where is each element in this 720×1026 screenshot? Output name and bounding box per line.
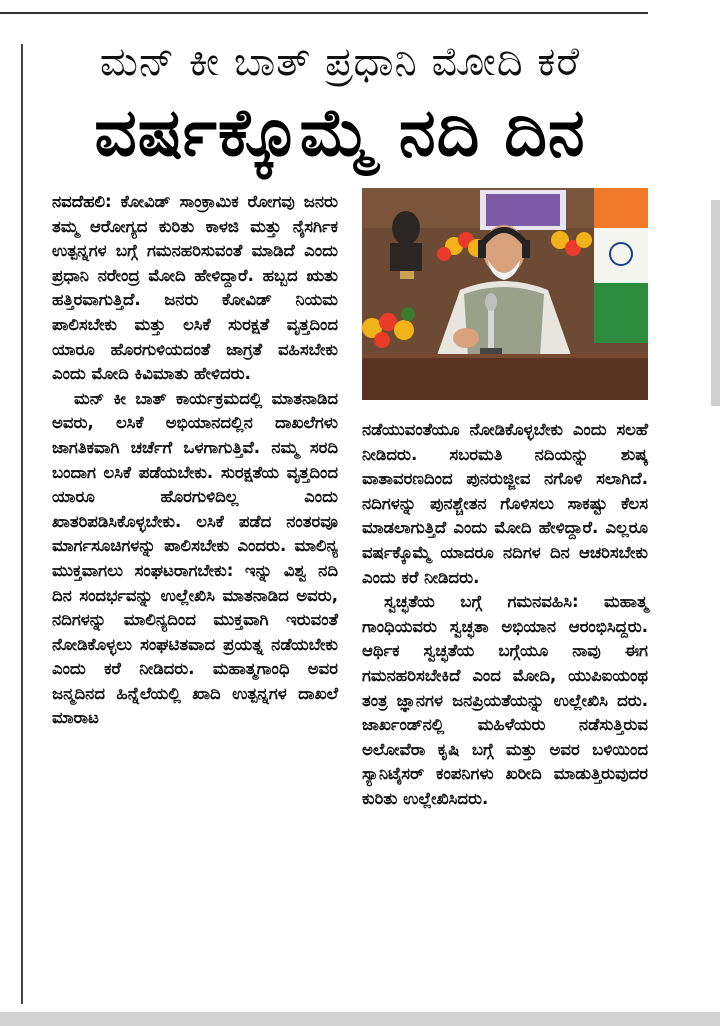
article-kicker: ಮನ್ ಕೀ ಬಾತ್ ಪ್ರಧಾನಿ ಮೋದಿ ಕರೆ <box>99 39 581 85</box>
paragraph-intro-text: ಕೋವಿಡ್ ಸಾಂಕ್ರಾಮಿಕ ರೋಗವು ಜನರು ತಮ್ಮ ಆರೋಗ್ಯದ ಕುರಿತು ಕಾಳಜಿ ಮತ್ತು ನೈಸರ್ಗಿಕ ಉತ್ಪನ್ನಗಳ ಬಗ್ಗೆ ಗಮನಹರಿಸುವಂತೆ ಮಾಡಿದೆ ಎಂದು ಪ್ರಧಾನಿ ನರೇಂದ್ರ ಮೋದಿ ಹೇಳಿದ್ದಾರೆ. ಹಬ್ಬದ ಋತು ಹತ್ತಿರವಾಗುತ್ತಿದೆ. ಜನರು ಕೋವಿಡ್ ನಿಯಮ ಪಾಲಿಸಬೇಕು ಮತ್ತು ಲಸಿಕೆ ಸುರಕ್ಷತೆ ವೃತ್ತದಿಂದ ಯಾರೂ ಹೊರಗುಳಿಯದಂತೆ ಜಾಗ್ರತೆ ವಹಿಸಬೇಕು ಎಂದು ಮೋದಿ ಕಿವಿಮಾತು ಹೇಳಿದರು. <box>52 192 338 384</box>
paragraph-program: ಮನ್ ಕೀ ಬಾತ್ ಕಾರ್ಯಕ್ರಮದಲ್ಲಿ ಮಾತನಾಡಿದ ಅವರು, ಲಸಿಕೆ ಅಭಿಯಾನದಲ್ಲಿನ ದಾಖಲೆಗಳು ಜಾಗತಿಕವಾಗಿ ಚರ್ಚೆಗೆ ಒಳಗಾಗುತ್ತಿವೆ. ನಮ್ಮ ಸರದಿ ಬಂದಾಗ ಲಸಿಕೆ ಪಡೆಯಬೇಕು. ಸುರಕ್ಷತೆಯ ವೃತ್ತದಿಂದ ಯಾರೂ ಹೊರಗುಳಿದಿಲ್ಲ ಎಂದು ಖಾತರಿಪಡಿಸಿಕೊಳ್ಳಬೇಕು. ಲಸಿಕೆ ಪಡೆದ ನಂತರವೂ ಮಾರ್ಗಸೂಚಿಗಳನ್ನು ಪಾಲಿಸಬೇಕು ಎಂದರು. ಮಾಲಿನ್ಯ ಮುಕ್ತವಾಗಲು ಸಂಘಟರಾಗಬೇಕು: ಇನ್ನು ವಿಶ್ವ ನದಿ ದಿನ ಸಂದರ್ಭವನ್ನು ಉಲ್ಲೇಖಿಸಿ ಮಾತನಾಡಿದ ಅವರು, ನದಿಗಳನ್ನು ಮಾಲಿನ್ಯದಿಂದ ಮುಕ್ತವಾಗಿ ಇರುವಂತೆ ನೋಡಿಕೊಳ್ಳಲು ಸಂಘಟಿತವಾದ ಪ್ರಯತ್ನ ನಡೆಯಬೇಕು ಎಂದು ಕರೆ ನೀಡಿದರು. ಮಹಾತ್ಮಗಾಂಧಿ ಅವರ ಜನ್ಮದಿನದ ಹಿನ್ನೆಲೆಯಲ್ಲಿ ಖಾದಿ ಉತ್ಪನ್ನಗಳ ದಾಖಲೆ ಮಾರಾಟ <box>52 388 338 728</box>
column-rule <box>21 44 23 1004</box>
side-scroll-tab <box>711 200 720 406</box>
top-rule <box>0 12 648 14</box>
article-photo <box>362 188 648 400</box>
paragraph-cleanliness: ಸ್ವಚ್ಛತೆಯ ಬಗ್ಗೆ ಗಮನವಹಿಸಿ: ಮಹಾತ್ಮ ಗಾಂಧಿಯವರು ಸ್ವಚ್ಛತಾ ಅಭಿಯಾನ ಆರಂಭಿಸಿದ್ದರು. ಆರ್ಥಿಕ ಸ್ವಚ್ಛತೆಯ ಬಗ್ಗೆಯೂ ನಾವು ಈಗ ಗಮನಹರಿಸಬೇಕಿದೆ ಎಂದ ಮೋದಿ, ಯುಪಿಐಯಂಥ ತಂತ್ರ ಜ್ಞಾನಗಳ ಜನಪ್ರಿಯತೆಯನ್ನು ಉಲ್ಲೇಖಿಸಿ ದರು. ಜಾರ್ಖಂಡ್‌ನಲ್ಲಿ ಮಹಿಳೆಯರು ನಡೆಸುತ್ತಿರುವ ಅಲೋವೆರಾ ಕೃಷಿ ಬಗ್ಗೆ ಮತ್ತು ಅವರ ಬಳಿಯಿಂದ ಸ್ಯಾನಿಟೈಸರ್ ಕಂಪನಿಗಳು ಖರೀದಿ ಮಾಡುತ್ತಿರುವುದರ ಕುರಿತು ಉಲ್ಲೇಖಿಸಿದರು. <box>362 592 648 808</box>
bottom-band <box>0 1012 720 1026</box>
article-column-2 <box>362 418 648 812</box>
article-headline: ವರ್ಷಕ್ಕೊಮ್ಮೆ ನದಿ ದಿನ <box>94 94 586 171</box>
paragraph-intro <box>52 190 338 387</box>
article-column-1 <box>52 190 338 731</box>
dateline: ನವದೆಹಲಿ: <box>52 192 112 211</box>
paragraph-sabarmati: ನಡೆಯುವಂತೆಯೂ ನೋಡಿಕೊಳ್ಳಬೇಕು ಎಂದು ಸಲಹೆ ನೀಡಿದರು. ಸಬರಮತಿ ನದಿಯನ್ನು ಶುಷ್ಕ ವಾತಾವರಣದಿಂದ ಪುನರುಜ್ಜೀವ ನಗೊಳಿ ಸಲಾಗಿದೆ. ನದಿಗಳನ್ನು ಪುನಶ್ಚೇತನ ಗೊಳಿಸಲು ಸಾಕಷ್ಟು ಕೆಲಸ ಮಾಡಲಾಗುತ್ತಿದೆ ಎಂದು ಮೋದಿ ಹೇಳಿದ್ದಾರೆ. ಎಲ್ಲರೂ ವರ್ಷಕ್ಕೊಮ್ಮೆ ಯಾದರೂ ನದಿಗಳ ದಿನ ಆಚರಿಸಬೇಕು ಎಂದು ಕರೆ ನೀಡಿದರು. <box>362 420 648 587</box>
